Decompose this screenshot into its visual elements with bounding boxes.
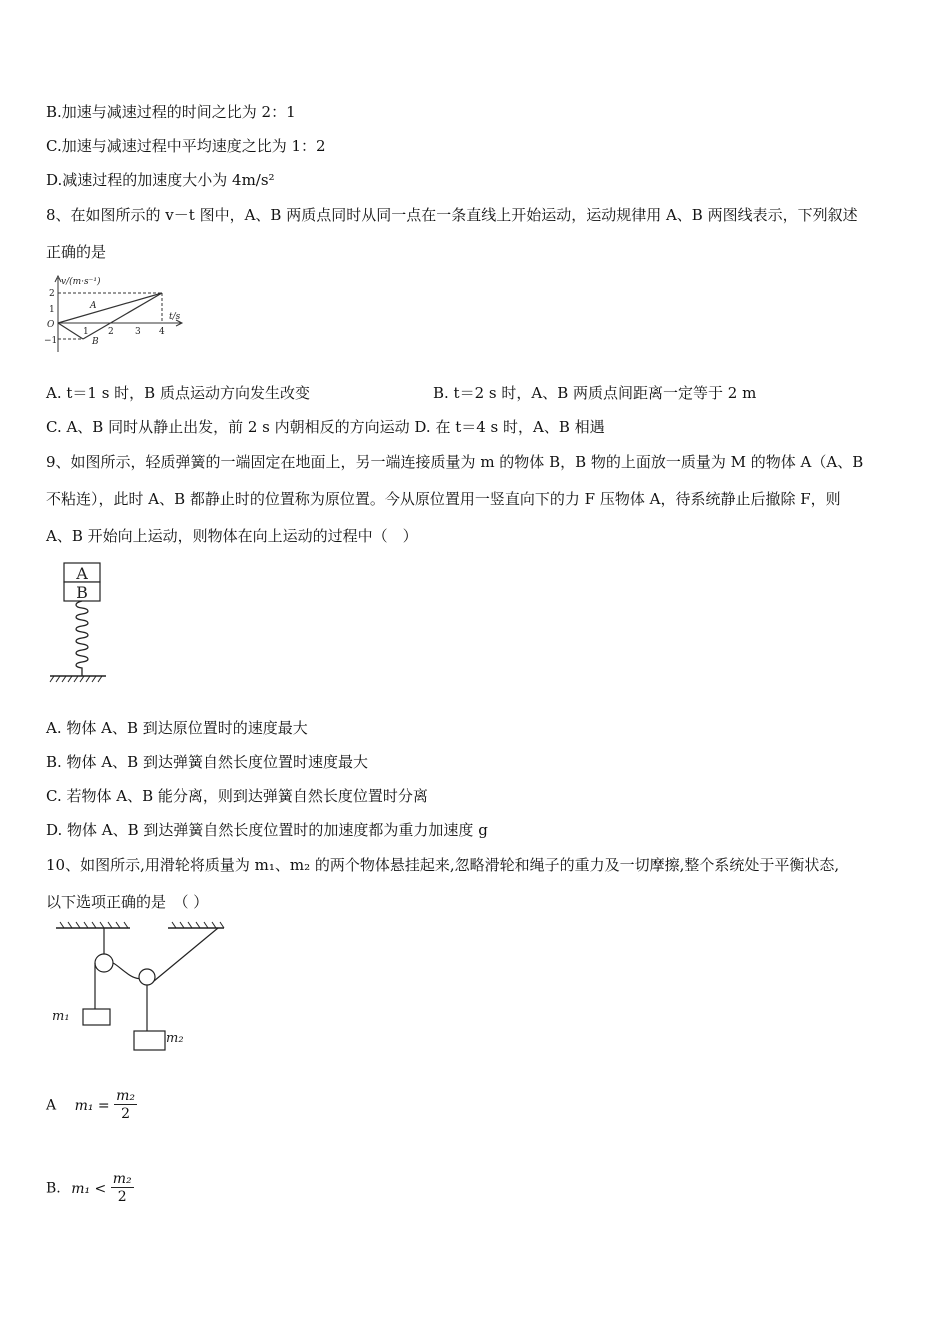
q8-xtick-4: 4 [159,327,165,337]
q8-ytick-2: 2 [49,289,55,299]
q9-stem-line2: 不粘连），此时 A、B 都静止时的位置称为原位置。今从原位置用一竖直向下的力 F 压物体 A，待系统静止后撤除 F，则 [46,490,841,508]
q8-xtick-1: 1 [83,327,89,337]
q9-option-b: B. 物体 A、B 到达弹簧自然长度位置时速度最大 [46,753,368,771]
q10-option-a-prefix: A [46,1097,57,1114]
q9-stem-line3: A、B 开始向上运动，则物体在向上运动的过程中（ ） [46,527,418,545]
q8-line-a-label: A [90,301,97,311]
q9-option-a: A. 物体 A、B 到达原位置时的速度最大 [46,719,308,737]
q10-option-b [46,1171,134,1206]
q8-option-b: B. t＝2 s 时，A、B 两质点间距离一定等于 2 m [433,384,757,402]
q10-option-b-lhs: m₁ < [71,1180,107,1197]
q10-stem-line1: 10、如图所示,用滑轮将质量为 m₁、m₂ 的两个物体悬挂起来,忽略滑轮和绳子的重力及一切摩擦,整个系统处于平衡状态, [46,856,840,874]
fraction-denominator: 2 [117,1189,127,1205]
spring-coil [76,601,88,676]
fraction-denominator: 2 [121,1106,131,1122]
m1-label: m₁ [52,1009,70,1024]
q8-line-b-label: B [92,337,99,347]
q8-ytick-neg1: −1 [44,336,58,346]
q9-spring-diagram [46,560,108,687]
q9-option-d: D. 物体 A、B 到达弹簧自然长度位置时的加速度都为重力加速度 g [46,821,488,839]
q8-origin: O [47,320,55,330]
q8-vt-graph [44,272,189,354]
q8-stem-line1: 8、在如图所示的 v－t 图中，A、B 两质点同时从同一点在一条直线上开始运动，运动规律用 A、B 两图线表示，下列叙述 [46,206,858,224]
q9-stem-line1: 9、如图所示，轻质弹簧的一端固定在地面上，另一端连接质量为 m 的物体 B，B 物的上面放一质量为 M 的物体 A（A、B [46,453,864,471]
q10-option-a-fraction [114,1088,137,1123]
block-a-label: A [76,564,88,583]
q8-xtick-2: 2 [108,327,114,337]
q8-xtick-3: 3 [135,327,141,337]
q10-option-a [46,1088,137,1123]
q10-option-a-lhs: m₁ = [74,1097,110,1114]
q8-xlabel: t/s [169,312,181,322]
q8-option-cd: C. A、B 同时从静止出发，前 2 s 内朝相反的方向运动 D. 在 t＝4 s 时，A、B 相遇 [46,418,605,436]
q7-option-c: C.加速与减速过程中平均速度之比为 1：2 [46,137,326,155]
q10-pulley-diagram [46,918,236,1058]
block-b-label: B [76,583,88,602]
m2-label: m₂ [166,1031,184,1046]
q10-option-b-prefix: B. [46,1180,61,1197]
q8-option-a: A. t＝1 s 时，B 质点运动方向发生改变 [46,384,310,402]
q8-ylabel: v/(m·s⁻¹) [61,277,101,287]
q9-option-c: C. 若物体 A、B 能分离，则到达弹簧自然长度位置时分离 [46,787,428,805]
fraction-numerator: m₂ [112,1171,132,1187]
q7-option-d: D.减速过程的加速度大小为 4m/s² [46,171,275,189]
q10-stem-line2: 以下选项正确的是 （ ） [46,893,209,911]
q8-stem-line2: 正确的是 [46,243,107,261]
q10-option-b-fraction [111,1171,134,1206]
q7-option-b: B.加速与减速过程的时间之比为 2：1 [46,103,296,121]
fraction-numerator: m₂ [116,1088,135,1104]
q8-ytick-1: 1 [49,305,55,315]
